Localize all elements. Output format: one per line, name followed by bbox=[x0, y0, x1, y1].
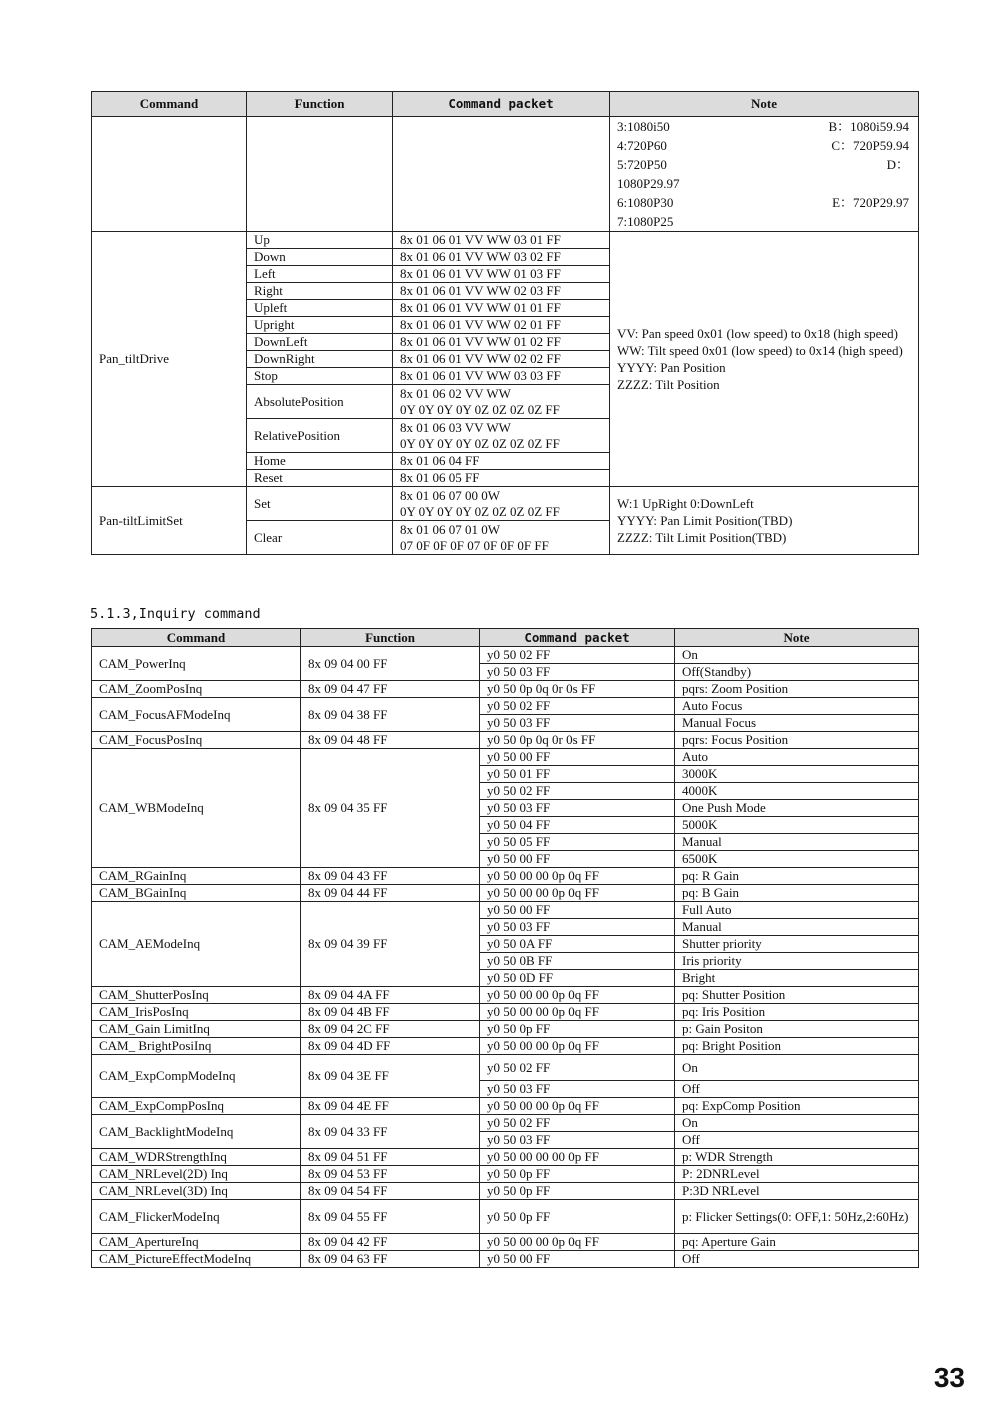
table-row bbox=[92, 1021, 919, 1038]
header-command: Command bbox=[92, 92, 247, 117]
packet-line: 8x 01 06 01 VV WW 02 03 FF bbox=[400, 283, 561, 298]
header-note: Note bbox=[675, 629, 919, 647]
packet-cell: y0 50 0B FF bbox=[480, 953, 675, 970]
inquiry-command-table bbox=[91, 628, 919, 1268]
packet-cell: y0 50 0p FF bbox=[480, 1183, 675, 1200]
packet-cell: y0 50 03 FF bbox=[480, 1081, 675, 1098]
function-cell: Left bbox=[247, 266, 393, 283]
command-cell: CAM_IrisPosInq bbox=[92, 1004, 301, 1021]
command-cell: CAM_ExpCompModeInq bbox=[92, 1055, 301, 1098]
function-cell: Reset bbox=[247, 470, 393, 487]
table-row bbox=[92, 647, 919, 664]
function-cell: 8x 09 04 4B FF bbox=[301, 1004, 480, 1021]
function-cell: Up bbox=[247, 232, 393, 249]
packet-cell: y0 50 0A FF bbox=[480, 936, 675, 953]
note-cell: P: 2DNRLevel bbox=[675, 1166, 919, 1183]
command-cell: CAM_FocusPosInq bbox=[92, 732, 301, 749]
packet-line: 8x 01 06 01 VV WW 02 02 FF bbox=[400, 351, 561, 366]
packet-cell: y0 50 0p FF bbox=[480, 1200, 675, 1234]
packet-line: 0Y 0Y 0Y 0Y 0Z 0Z 0Z 0Z FF bbox=[400, 401, 560, 417]
packet-line: 8x 01 06 01 VV WW 03 02 FF bbox=[400, 249, 561, 264]
packet-line: 8x 01 06 07 01 0W bbox=[400, 521, 501, 537]
note-cell: Manual bbox=[675, 919, 919, 936]
packet-cell bbox=[393, 453, 610, 470]
note-cell: pq: Iris Position bbox=[675, 1004, 919, 1021]
packet-cell: y0 50 02 FF bbox=[480, 647, 675, 664]
note-cell: Full Auto bbox=[675, 902, 919, 919]
function-cell: 8x 09 04 38 FF bbox=[301, 698, 480, 732]
table-row bbox=[92, 1098, 919, 1115]
command-cell: CAM_PowerInq bbox=[92, 647, 301, 681]
command-cell: CAM_ BrightPosiInq bbox=[92, 1038, 301, 1055]
function-cell: 8x 09 04 51 FF bbox=[301, 1149, 480, 1166]
function-cell: 8x 09 04 39 FF bbox=[301, 902, 480, 987]
note-cell: Off bbox=[675, 1251, 919, 1268]
packet-line: 0Y 0Y 0Y 0Y 0Z 0Z 0Z 0Z FF bbox=[400, 503, 560, 519]
note-cell: pq: ExpComp Position bbox=[675, 1098, 919, 1115]
table-row bbox=[92, 681, 919, 698]
command-cell: CAM_ZoomPosInq bbox=[92, 681, 301, 698]
packet-cell: y0 50 00 00 0p 0q FF bbox=[480, 1004, 675, 1021]
packet-cell: y0 50 03 FF bbox=[480, 919, 675, 936]
packet-cell: y0 50 05 FF bbox=[480, 834, 675, 851]
packet-line: 8x 01 06 01 VV WW 03 01 FF bbox=[400, 232, 561, 247]
note-cell: P:3D NRLevel bbox=[675, 1183, 919, 1200]
note-line: YYYY: Pan Limit Position(TBD) bbox=[617, 513, 793, 528]
note-cell bbox=[610, 232, 919, 487]
packet-cell bbox=[393, 368, 610, 385]
function-cell: 8x 09 04 35 FF bbox=[301, 749, 480, 868]
resolution-row bbox=[617, 174, 909, 193]
function-cell: 8x 09 04 43 FF bbox=[301, 868, 480, 885]
function-cell: 8x 09 04 54 FF bbox=[301, 1183, 480, 1200]
function-cell: RelativePosition bbox=[247, 419, 393, 453]
resolution-list bbox=[617, 117, 909, 231]
function-cell: Stop bbox=[247, 368, 393, 385]
function-cell: 8x 09 04 53 FF bbox=[301, 1166, 480, 1183]
packet-cell bbox=[393, 351, 610, 368]
function-cell: 8x 09 04 55 FF bbox=[301, 1200, 480, 1234]
packet-cell: y0 50 00 00 0p 0q FF bbox=[480, 1098, 675, 1115]
packet-cell bbox=[393, 419, 610, 453]
table-row bbox=[92, 1004, 919, 1021]
note-cell: Bright bbox=[675, 970, 919, 987]
note-line: ZZZZ: Tilt Limit Position(TBD) bbox=[617, 530, 787, 545]
packet-cell: y0 50 02 FF bbox=[480, 1115, 675, 1132]
note-cell: On bbox=[675, 1055, 919, 1081]
packet-cell: y0 50 00 FF bbox=[480, 749, 675, 766]
header-command: Command bbox=[92, 629, 301, 647]
packet-cell: y0 50 03 FF bbox=[480, 800, 675, 817]
note-line: ZZZZ: Tilt Position bbox=[617, 377, 720, 392]
packet-cell: y0 50 00 00 00 0p FF bbox=[480, 1149, 675, 1166]
empty-cell bbox=[247, 117, 393, 232]
table-row bbox=[92, 868, 919, 885]
note-cell: pq: R Gain bbox=[675, 868, 919, 885]
note-cell: Auto bbox=[675, 749, 919, 766]
packet-cell: y0 50 03 FF bbox=[480, 715, 675, 732]
note-cell: pq: Shutter Position bbox=[675, 987, 919, 1004]
packet-cell: y0 50 0p 0q 0r 0s FF bbox=[480, 681, 675, 698]
inquiry-table-body bbox=[92, 647, 919, 1268]
function-cell: Down bbox=[247, 249, 393, 266]
packet-line: 8x 01 06 01 VV WW 03 03 FF bbox=[400, 368, 561, 383]
note-cell: pq: Bright Position bbox=[675, 1038, 919, 1055]
function-cell: AbsolutePosition bbox=[247, 385, 393, 419]
table-row bbox=[92, 1149, 919, 1166]
table-row bbox=[92, 232, 919, 249]
packet-line: 07 0F 0F 0F 07 0F 0F 0F FF bbox=[400, 537, 549, 553]
command-cell: CAM_FocusAFModeInq bbox=[92, 698, 301, 732]
packet-line: 0Y 0Y 0Y 0Y 0Z 0Z 0Z 0Z FF bbox=[400, 435, 560, 451]
packet-cell: y0 50 0D FF bbox=[480, 970, 675, 987]
packet-cell bbox=[393, 487, 610, 521]
resolution-left: 4:720P60 bbox=[617, 138, 667, 153]
function-cell: 8x 09 04 3E FF bbox=[301, 1055, 480, 1098]
resolution-row bbox=[617, 193, 909, 212]
table-row bbox=[92, 1251, 919, 1268]
packet-line: 8x 01 06 01 VV WW 01 03 FF bbox=[400, 266, 561, 281]
function-cell: 8x 09 04 4A FF bbox=[301, 987, 480, 1004]
packet-cell: y0 50 00 FF bbox=[480, 1251, 675, 1268]
packet-cell: y0 50 00 00 0p 0q FF bbox=[480, 987, 675, 1004]
function-cell: 8x 09 04 33 FF bbox=[301, 1115, 480, 1149]
command-cell: CAM_BacklightModeInq bbox=[92, 1115, 301, 1149]
packet-cell bbox=[393, 470, 610, 487]
function-cell: 8x 09 04 2C FF bbox=[301, 1021, 480, 1038]
table-row bbox=[92, 902, 919, 919]
function-cell: Upright bbox=[247, 317, 393, 334]
table-header-row bbox=[92, 92, 919, 117]
note-cell: pq: B Gain bbox=[675, 885, 919, 902]
command-cell: CAM_RGainInq bbox=[92, 868, 301, 885]
resolution-right: C：720P59.94 bbox=[831, 138, 909, 153]
resolution-left: 6:1080P30 bbox=[617, 195, 674, 210]
note-cell: 6500K bbox=[675, 851, 919, 868]
command-cell: CAM_WDRStrengthInq bbox=[92, 1149, 301, 1166]
note-cell bbox=[610, 487, 919, 555]
note-cell: Shutter priority bbox=[675, 936, 919, 953]
note-cell: 3000K bbox=[675, 766, 919, 783]
note-cell: Off bbox=[675, 1132, 919, 1149]
function-cell: DownRight bbox=[247, 351, 393, 368]
resolution-row bbox=[617, 136, 909, 155]
table-row bbox=[92, 1200, 919, 1234]
resolution-left: 7:1080P25 bbox=[617, 214, 674, 229]
table-header-row bbox=[92, 629, 919, 647]
table-row bbox=[92, 1055, 919, 1081]
table-row bbox=[92, 117, 919, 232]
resolution-note bbox=[610, 117, 919, 232]
command-cell: CAM_AEModeInq bbox=[92, 902, 301, 987]
note-cell: Manual bbox=[675, 834, 919, 851]
function-cell: Home bbox=[247, 453, 393, 470]
packet-cell: y0 50 03 FF bbox=[480, 1132, 675, 1149]
pan-tilt-table-body bbox=[92, 117, 919, 555]
packet-line: 8x 01 06 05 FF bbox=[400, 470, 480, 485]
packet-cell: y0 50 00 00 0p 0q FF bbox=[480, 885, 675, 902]
header-function: Function bbox=[247, 92, 393, 117]
packet-cell: y0 50 00 00 0p 0q FF bbox=[480, 1038, 675, 1055]
packet-cell bbox=[393, 249, 610, 266]
packet-cell: y0 50 01 FF bbox=[480, 766, 675, 783]
table-row bbox=[92, 1183, 919, 1200]
command-cell: CAM_BGainInq bbox=[92, 885, 301, 902]
resolution-right: D： bbox=[886, 157, 909, 172]
header-function: Function bbox=[301, 629, 480, 647]
command-cell: CAM_FlickerModeInq bbox=[92, 1200, 301, 1234]
page-number: 33 bbox=[933, 1362, 965, 1393]
command-cell: CAM_WBModeInq bbox=[92, 749, 301, 868]
note-line: WW: Tilt speed 0x01 (low speed) to 0x14 (high speed) bbox=[617, 343, 903, 358]
resolution-left: 1080P29.97 bbox=[617, 176, 680, 191]
note-cell: Manual Focus bbox=[675, 715, 919, 732]
command-cell: CAM_ApertureInq bbox=[92, 1234, 301, 1251]
table-row bbox=[92, 1166, 919, 1183]
table-row bbox=[92, 885, 919, 902]
resolution-left: 3:1080i50 bbox=[617, 119, 670, 134]
packet-cell: y0 50 02 FF bbox=[480, 1055, 675, 1081]
packet-cell bbox=[393, 521, 610, 555]
table-row bbox=[92, 749, 919, 766]
packet-cell bbox=[393, 385, 610, 419]
packet-cell: y0 50 0p 0q 0r 0s FF bbox=[480, 732, 675, 749]
packet-line: 8x 01 06 01 VV WW 02 01 FF bbox=[400, 317, 561, 332]
packet-cell bbox=[393, 266, 610, 283]
packet-cell: y0 50 0p FF bbox=[480, 1166, 675, 1183]
function-cell: 8x 09 04 48 FF bbox=[301, 732, 480, 749]
packet-line: 8x 01 06 02 VV WW bbox=[400, 385, 511, 401]
note-cell: pqrs: Zoom Position bbox=[675, 681, 919, 698]
table-row bbox=[92, 1115, 919, 1132]
note-cell: p: WDR Strength bbox=[675, 1149, 919, 1166]
packet-cell: y0 50 00 FF bbox=[480, 851, 675, 868]
note-cell: On bbox=[675, 1115, 919, 1132]
pan-tilt-command-table bbox=[91, 91, 919, 555]
command-cell: CAM_Gain LimitInq bbox=[92, 1021, 301, 1038]
packet-cell: y0 50 00 00 0p 0q FF bbox=[480, 1234, 675, 1251]
function-cell: 8x 09 04 42 FF bbox=[301, 1234, 480, 1251]
empty-cell bbox=[393, 117, 610, 232]
command-cell: CAM_NRLevel(3D) Inq bbox=[92, 1183, 301, 1200]
note-cell: One Push Mode bbox=[675, 800, 919, 817]
command-cell: CAM_NRLevel(2D) Inq bbox=[92, 1166, 301, 1183]
function-cell: Set bbox=[247, 487, 393, 521]
table-row bbox=[92, 698, 919, 715]
resolution-row bbox=[617, 117, 909, 136]
section-heading: 5.1.3,Inquiry command bbox=[90, 606, 261, 622]
command-cell: CAM_ShutterPosInq bbox=[92, 987, 301, 1004]
note-cell: Iris priority bbox=[675, 953, 919, 970]
command-cell: CAM_PictureEffectModeInq bbox=[92, 1251, 301, 1268]
function-cell: DownLeft bbox=[247, 334, 393, 351]
note-cell: Auto Focus bbox=[675, 698, 919, 715]
function-cell: Upleft bbox=[247, 300, 393, 317]
empty-cell bbox=[92, 117, 247, 232]
note-line: VV: Pan speed 0x01 (low speed) to 0x18 (high speed) bbox=[617, 326, 899, 341]
note-cell: Off(Standby) bbox=[675, 664, 919, 681]
note-cell: p: Gain Positon bbox=[675, 1021, 919, 1038]
table-row bbox=[92, 487, 919, 521]
table-row bbox=[92, 1234, 919, 1251]
packet-cell bbox=[393, 334, 610, 351]
packet-cell bbox=[393, 300, 610, 317]
note-cell: On bbox=[675, 647, 919, 664]
packet-cell: y0 50 02 FF bbox=[480, 698, 675, 715]
packet-cell: y0 50 0p FF bbox=[480, 1021, 675, 1038]
packet-line: 8x 01 06 01 VV WW 01 02 FF bbox=[400, 334, 561, 349]
command-cell: CAM_ExpCompPosInq bbox=[92, 1098, 301, 1115]
note-cell: pq: Aperture Gain bbox=[675, 1234, 919, 1251]
packet-cell: y0 50 00 00 0p 0q FF bbox=[480, 868, 675, 885]
function-cell: 8x 09 04 4D FF bbox=[301, 1038, 480, 1055]
packet-cell bbox=[393, 317, 610, 334]
table-row bbox=[92, 1038, 919, 1055]
function-cell: 8x 09 04 47 FF bbox=[301, 681, 480, 698]
table-row bbox=[92, 732, 919, 749]
note-cell: pqrs: Focus Position bbox=[675, 732, 919, 749]
header-command-packet: Command packet bbox=[480, 629, 675, 647]
packet-line: 8x 01 06 03 VV WW bbox=[400, 419, 511, 435]
header-command-packet: Command packet bbox=[393, 92, 610, 117]
note-line: YYYY: Pan Position bbox=[617, 360, 726, 375]
packet-cell bbox=[393, 232, 610, 249]
command-cell: Pan-tiltLimitSet bbox=[92, 487, 247, 555]
header-note: Note bbox=[610, 92, 919, 117]
command-cell: Pan_tiltDrive bbox=[92, 232, 247, 487]
packet-cell: y0 50 00 FF bbox=[480, 902, 675, 919]
packet-cell: y0 50 03 FF bbox=[480, 664, 675, 681]
function-cell: 8x 09 04 63 FF bbox=[301, 1251, 480, 1268]
function-cell: 8x 09 04 44 FF bbox=[301, 885, 480, 902]
packet-line: 8x 01 06 07 00 0W bbox=[400, 487, 501, 503]
note-cell: 5000K bbox=[675, 817, 919, 834]
function-cell: 8x 09 04 4E FF bbox=[301, 1098, 480, 1115]
resolution-right: E：720P29.97 bbox=[832, 195, 909, 210]
function-cell: Right bbox=[247, 283, 393, 300]
packet-cell bbox=[393, 283, 610, 300]
function-cell: 8x 09 04 00 FF bbox=[301, 647, 480, 681]
packet-line: 8x 01 06 04 FF bbox=[400, 453, 480, 468]
note-line: W:1 UpRight 0:DownLeft bbox=[617, 496, 754, 511]
packet-line: 8x 01 06 01 VV WW 01 01 FF bbox=[400, 300, 561, 315]
packet-cell: y0 50 02 FF bbox=[480, 783, 675, 800]
table-row bbox=[92, 987, 919, 1004]
note-cell: Off bbox=[675, 1081, 919, 1098]
function-cell: Clear bbox=[247, 521, 393, 555]
packet-cell: y0 50 04 FF bbox=[480, 817, 675, 834]
resolution-right: B：1080i59.94 bbox=[828, 119, 909, 134]
resolution-left: 5:720P50 bbox=[617, 157, 667, 172]
note-cell: p: Flicker Settings(0: OFF,1: 50Hz,2:60Hz) bbox=[675, 1200, 919, 1234]
note-cell: 4000K bbox=[675, 783, 919, 800]
resolution-row bbox=[617, 212, 909, 231]
resolution-row bbox=[617, 155, 909, 174]
